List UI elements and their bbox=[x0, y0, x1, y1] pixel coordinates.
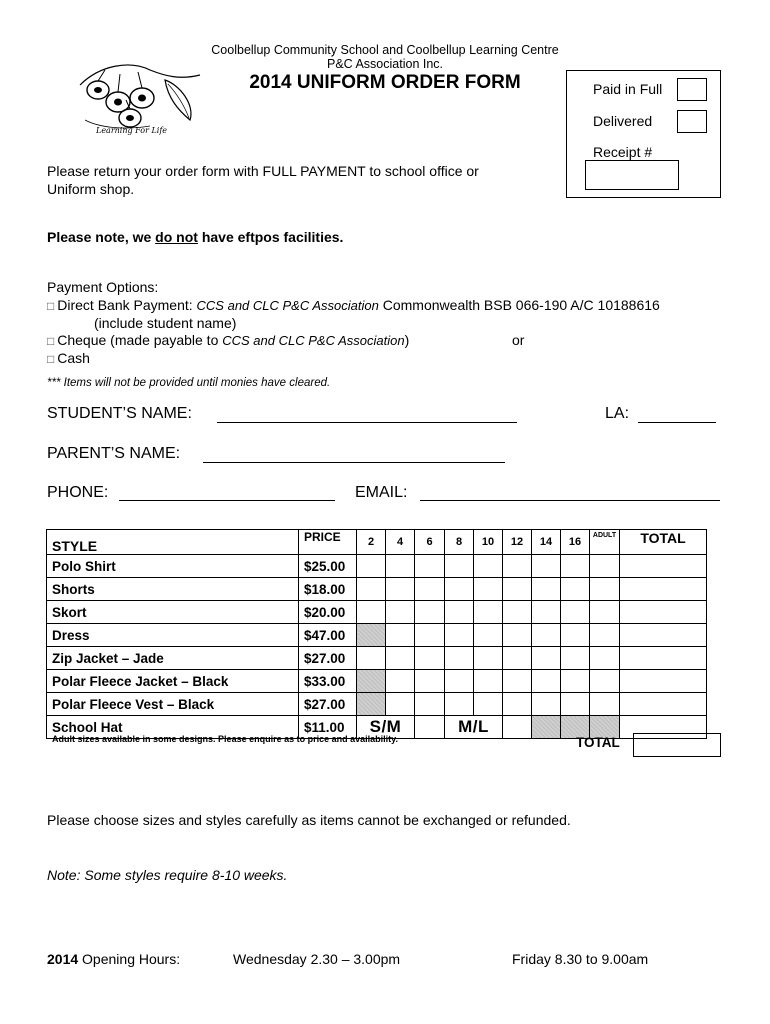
bank-account-name: CCS and CLC P&C Association bbox=[196, 298, 379, 313]
size-header-4: 4 bbox=[386, 530, 415, 555]
parent-name-field[interactable] bbox=[203, 462, 505, 463]
cash-checkbox[interactable]: □ bbox=[47, 352, 55, 366]
style-header: STYLE bbox=[47, 530, 299, 555]
qty-cell[interactable] bbox=[445, 578, 474, 601]
cheque-close: ) bbox=[404, 332, 410, 348]
qty-cell[interactable] bbox=[357, 601, 386, 624]
qty-cell[interactable] bbox=[415, 670, 445, 693]
qty-cell[interactable] bbox=[561, 624, 590, 647]
qty-cell[interactable] bbox=[590, 601, 620, 624]
qty-cell[interactable] bbox=[561, 578, 590, 601]
bank-checkbox[interactable]: □ bbox=[47, 299, 55, 313]
adult-sizes-note: Adult sizes available in some designs. Please enquire as to price and availability. bbox=[52, 734, 398, 744]
qty-cell[interactable] bbox=[503, 647, 532, 670]
qty-cell[interactable] bbox=[532, 670, 561, 693]
cheque-payee: CCS and CLC P&C Association bbox=[222, 333, 405, 348]
table-row bbox=[47, 601, 707, 624]
table-header-row bbox=[47, 530, 707, 555]
qty-cell[interactable] bbox=[503, 601, 532, 624]
return-instructions bbox=[47, 162, 479, 198]
grand-total-field[interactable] bbox=[633, 733, 721, 757]
payment-cash bbox=[47, 350, 90, 366]
qty-cell[interactable] bbox=[445, 624, 474, 647]
qty-cell[interactable] bbox=[532, 624, 561, 647]
style-cell: Polo Shirt bbox=[47, 555, 299, 578]
qty-cell[interactable] bbox=[357, 578, 386, 601]
student-name-label: STUDENT’S NAME: bbox=[47, 405, 192, 422]
size-header-2: 2 bbox=[357, 530, 386, 555]
table-row bbox=[47, 555, 707, 578]
qty-cell[interactable] bbox=[590, 670, 620, 693]
qty-cell[interactable] bbox=[474, 624, 503, 647]
qty-cell[interactable] bbox=[474, 670, 503, 693]
qty-cell[interactable] bbox=[386, 624, 415, 647]
table-row bbox=[47, 624, 707, 647]
price-header: PRICE bbox=[299, 530, 357, 555]
school-name-line2: P&C Association Inc. bbox=[326, 57, 444, 71]
qty-cell[interactable] bbox=[590, 647, 620, 670]
qty-cell[interactable] bbox=[386, 693, 415, 716]
qty-cell[interactable] bbox=[386, 555, 415, 578]
qty-cell[interactable] bbox=[386, 670, 415, 693]
qty-cell[interactable] bbox=[474, 555, 503, 578]
qty-cell[interactable] bbox=[503, 670, 532, 693]
office-use-box bbox=[566, 70, 721, 198]
qty-cell[interactable] bbox=[532, 555, 561, 578]
hours-wednesday: Wednesday 2.30 – 3.00pm bbox=[233, 951, 401, 967]
qty-cell[interactable] bbox=[532, 601, 561, 624]
size-header-12: 12 bbox=[503, 530, 532, 555]
hours-friday: Friday 8.30 to 9.00am bbox=[512, 951, 649, 967]
qty-cell[interactable] bbox=[532, 693, 561, 716]
paid-in-full-checkbox[interactable] bbox=[677, 78, 707, 101]
qty-cell[interactable] bbox=[415, 693, 445, 716]
qty-cell[interactable] bbox=[386, 578, 415, 601]
qty-cell[interactable] bbox=[503, 716, 532, 739]
size-header-10: 10 bbox=[474, 530, 503, 555]
qty-cell[interactable] bbox=[590, 624, 620, 647]
payment-or: or bbox=[512, 332, 525, 348]
cash-label: Cash bbox=[57, 350, 90, 366]
delivered-checkbox[interactable] bbox=[677, 110, 707, 133]
qty-cell[interactable] bbox=[561, 693, 590, 716]
size-header-6: 6 bbox=[415, 530, 445, 555]
order-table bbox=[46, 529, 707, 739]
price-cell: $18.00 bbox=[299, 578, 357, 601]
size-header-16: 16 bbox=[561, 530, 590, 555]
qty-cell[interactable] bbox=[532, 647, 561, 670]
price-cell: $47.00 bbox=[299, 624, 357, 647]
qty-cell[interactable] bbox=[474, 578, 503, 601]
cheque-checkbox[interactable]: □ bbox=[47, 334, 55, 348]
qty-cell[interactable] bbox=[590, 693, 620, 716]
price-cell: $27.00 bbox=[299, 693, 357, 716]
qty-cell[interactable] bbox=[474, 693, 503, 716]
payment-heading: Payment Options: bbox=[47, 279, 159, 295]
email-field[interactable] bbox=[420, 500, 720, 501]
row-total-cell[interactable] bbox=[620, 647, 707, 670]
total-header: TOTAL bbox=[620, 530, 707, 555]
la-label: LA: bbox=[605, 405, 630, 422]
qty-cell[interactable] bbox=[561, 601, 590, 624]
opening-hours bbox=[47, 951, 180, 967]
qty-cell[interactable] bbox=[590, 555, 620, 578]
unavailable-cell bbox=[357, 693, 386, 716]
payment-cheque bbox=[47, 332, 409, 348]
price-cell: $20.00 bbox=[299, 601, 357, 624]
la-field[interactable] bbox=[638, 422, 716, 423]
logo-motto: Learning For Life bbox=[96, 126, 168, 135]
qty-cell[interactable] bbox=[415, 647, 445, 670]
bank-note: (include student name) bbox=[94, 315, 237, 331]
qty-cell[interactable] bbox=[386, 647, 415, 670]
opening-hours-label: Opening Hours: bbox=[78, 951, 181, 967]
qty-cell[interactable] bbox=[503, 555, 532, 578]
hat-size-sm[interactable]: S/M bbox=[357, 716, 415, 739]
row-total-cell[interactable] bbox=[620, 578, 707, 601]
qty-cell[interactable] bbox=[445, 670, 474, 693]
unavailable-cell bbox=[357, 670, 386, 693]
qty-cell[interactable] bbox=[415, 601, 445, 624]
qty-cell[interactable] bbox=[561, 555, 590, 578]
style-cell: Zip Jacket – Jade bbox=[47, 647, 299, 670]
cheque-label: Cheque (made payable to bbox=[57, 332, 223, 348]
table-row bbox=[47, 670, 707, 693]
row-total-cell[interactable] bbox=[620, 601, 707, 624]
qty-cell[interactable] bbox=[590, 578, 620, 601]
phone-label: PHONE: bbox=[47, 484, 109, 501]
parent-name-label: PARENT’S NAME: bbox=[47, 445, 181, 462]
bank-label: Direct Bank Payment: bbox=[57, 297, 197, 313]
receipt-number-field[interactable] bbox=[585, 160, 679, 190]
eftpos-do-not: do not bbox=[155, 229, 198, 245]
qty-cell[interactable] bbox=[474, 647, 503, 670]
hat-size-ml[interactable]: M/L bbox=[445, 716, 503, 739]
qty-cell[interactable] bbox=[445, 555, 474, 578]
student-name-field[interactable] bbox=[217, 422, 517, 423]
unavailable-cell bbox=[532, 716, 561, 739]
lead-time-note: Note: Some styles require 8-10 weeks. bbox=[47, 867, 288, 883]
row-total-cell[interactable] bbox=[620, 670, 707, 693]
qty-cell[interactable] bbox=[415, 716, 445, 739]
paid-in-full-label: Paid in Full bbox=[593, 81, 663, 97]
grand-total-label: TOTAL bbox=[576, 735, 620, 750]
qty-cell[interactable] bbox=[503, 693, 532, 716]
price-cell: $11.00 bbox=[299, 716, 357, 739]
qty-cell[interactable] bbox=[445, 693, 474, 716]
qty-cell[interactable] bbox=[357, 647, 386, 670]
qty-cell[interactable] bbox=[445, 601, 474, 624]
payment-warning: *** Items will not be provided until monies have cleared. bbox=[47, 377, 331, 389]
size-header-8: 8 bbox=[445, 530, 474, 555]
email-label: EMAIL: bbox=[355, 484, 408, 501]
qty-cell[interactable] bbox=[415, 555, 445, 578]
opening-hours-year: 2014 bbox=[47, 951, 79, 967]
row-total-cell[interactable] bbox=[620, 555, 707, 578]
return-line-2: Uniform shop. bbox=[47, 181, 135, 197]
qty-cell[interactable] bbox=[445, 647, 474, 670]
qty-cell[interactable] bbox=[357, 555, 386, 578]
bank-details: Commonwealth BSB 066-190 A/C 10188616 bbox=[378, 297, 660, 313]
size-header-adult: ADULT bbox=[590, 530, 620, 555]
form-title: 2014 UNIFORM ORDER FORM bbox=[249, 72, 521, 93]
qty-cell[interactable] bbox=[474, 601, 503, 624]
row-total-cell[interactable] bbox=[620, 624, 707, 647]
school-name-line1: Coolbellup Community School and Coolbellup Learning Centre bbox=[211, 43, 559, 57]
payment-bank bbox=[47, 297, 660, 313]
row-total-cell[interactable] bbox=[620, 693, 707, 716]
qty-cell[interactable] bbox=[503, 624, 532, 647]
eftpos-prefix: Please note, we bbox=[47, 229, 156, 245]
price-cell: $27.00 bbox=[299, 647, 357, 670]
style-cell: School Hat bbox=[47, 716, 299, 739]
style-cell: Polar Fleece Jacket – Black bbox=[47, 670, 299, 693]
table-row bbox=[47, 578, 707, 601]
size-header-14: 14 bbox=[532, 530, 561, 555]
style-cell: Polar Fleece Vest – Black bbox=[47, 693, 299, 716]
table-row bbox=[47, 647, 707, 670]
return-line-1: Please return your order form with FULL PAYMENT to school office or bbox=[47, 163, 479, 179]
qty-cell[interactable] bbox=[415, 624, 445, 647]
price-cell: $25.00 bbox=[299, 555, 357, 578]
table-row bbox=[47, 693, 707, 716]
style-cell: Dress bbox=[47, 624, 299, 647]
exchange-note: Please choose sizes and styles carefully as items cannot be exchanged or refunded. bbox=[47, 812, 571, 828]
qty-cell[interactable] bbox=[386, 601, 415, 624]
style-cell: Skort bbox=[47, 601, 299, 624]
phone-field[interactable] bbox=[119, 500, 335, 501]
qty-cell[interactable] bbox=[561, 670, 590, 693]
qty-cell[interactable] bbox=[503, 578, 532, 601]
qty-cell[interactable] bbox=[561, 647, 590, 670]
qty-cell[interactable] bbox=[532, 578, 561, 601]
delivered-label: Delivered bbox=[593, 113, 653, 129]
price-cell: $33.00 bbox=[299, 670, 357, 693]
style-cell: Shorts bbox=[47, 578, 299, 601]
eftpos-suffix: have eftpos facilities. bbox=[197, 229, 344, 245]
qty-cell[interactable] bbox=[415, 578, 445, 601]
eftpos-note bbox=[47, 229, 343, 245]
receipt-label: Receipt # bbox=[593, 144, 653, 160]
unavailable-cell bbox=[357, 624, 386, 647]
